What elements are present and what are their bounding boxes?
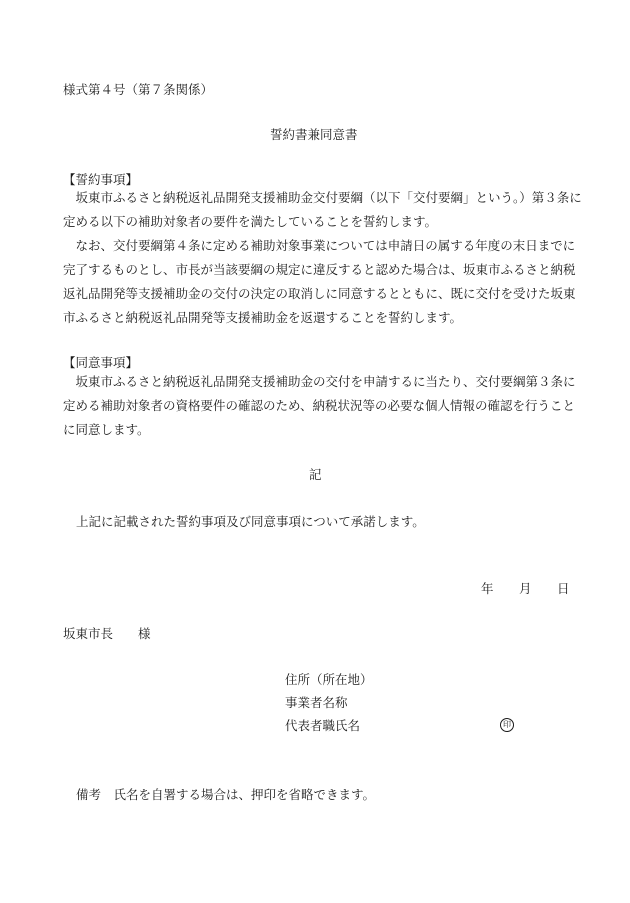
ki-label: 記 [309, 467, 322, 482]
form-number: 様式第４号（第７条関係） [63, 82, 214, 97]
business-name-label: 事業者名称 [285, 695, 348, 710]
document-title: 誓約書兼同意書 [270, 127, 358, 142]
addressee: 坂東市長 様 [63, 626, 151, 641]
date-day-label: 日 [557, 581, 570, 596]
pledge-paragraph-2: なお、交付要綱第４条に定める補助対象事業については申請日の属する年度の末日までに完了するものとし、市長が当該要綱の規定に違反すると認めた場合は、坂東市ふるさと納税返礼品開発等支援補助金の交付の決定の取消しに同意するとともに、既に交付を受けた坂東市ふるさと納税返礼品開発等支援補助金を返還することを誓約します。 [63, 238, 576, 325]
address-label: 住所（所在地） [285, 672, 373, 687]
consent-heading: 【同意事項】 [63, 355, 139, 370]
date-year-label: 年 [481, 581, 494, 596]
pledge-paragraph-1: 坂東市ふるさと納税返礼品開発支援補助金交付要綱（以下「交付要綱」という。）第３条に定める以下の補助対象者の要件を満たしていることを誓約します。 [63, 190, 582, 229]
note-text: 備考 氏名を自署する場合は、押印を省略できます。 [76, 787, 376, 802]
pledge-heading: 【誓約事項】 [63, 172, 139, 187]
consent-paragraph-1: 坂東市ふるさと納税返礼品開発支援補助金の交付を申請するに当たり、交付要綱第３条に定める補助対象者の資格要件の確認のため、納税状況等の必要な個人情報の確認を行うことに同意します。 [63, 374, 576, 437]
seal-mark: 印 [500, 718, 514, 732]
representative-label: 代表者職氏名 [285, 718, 361, 733]
acknowledgement-text: 上記に記載された誓約事項及び同意事項について承諾します。 [76, 514, 425, 529]
date-month-label: 月 [519, 581, 532, 596]
